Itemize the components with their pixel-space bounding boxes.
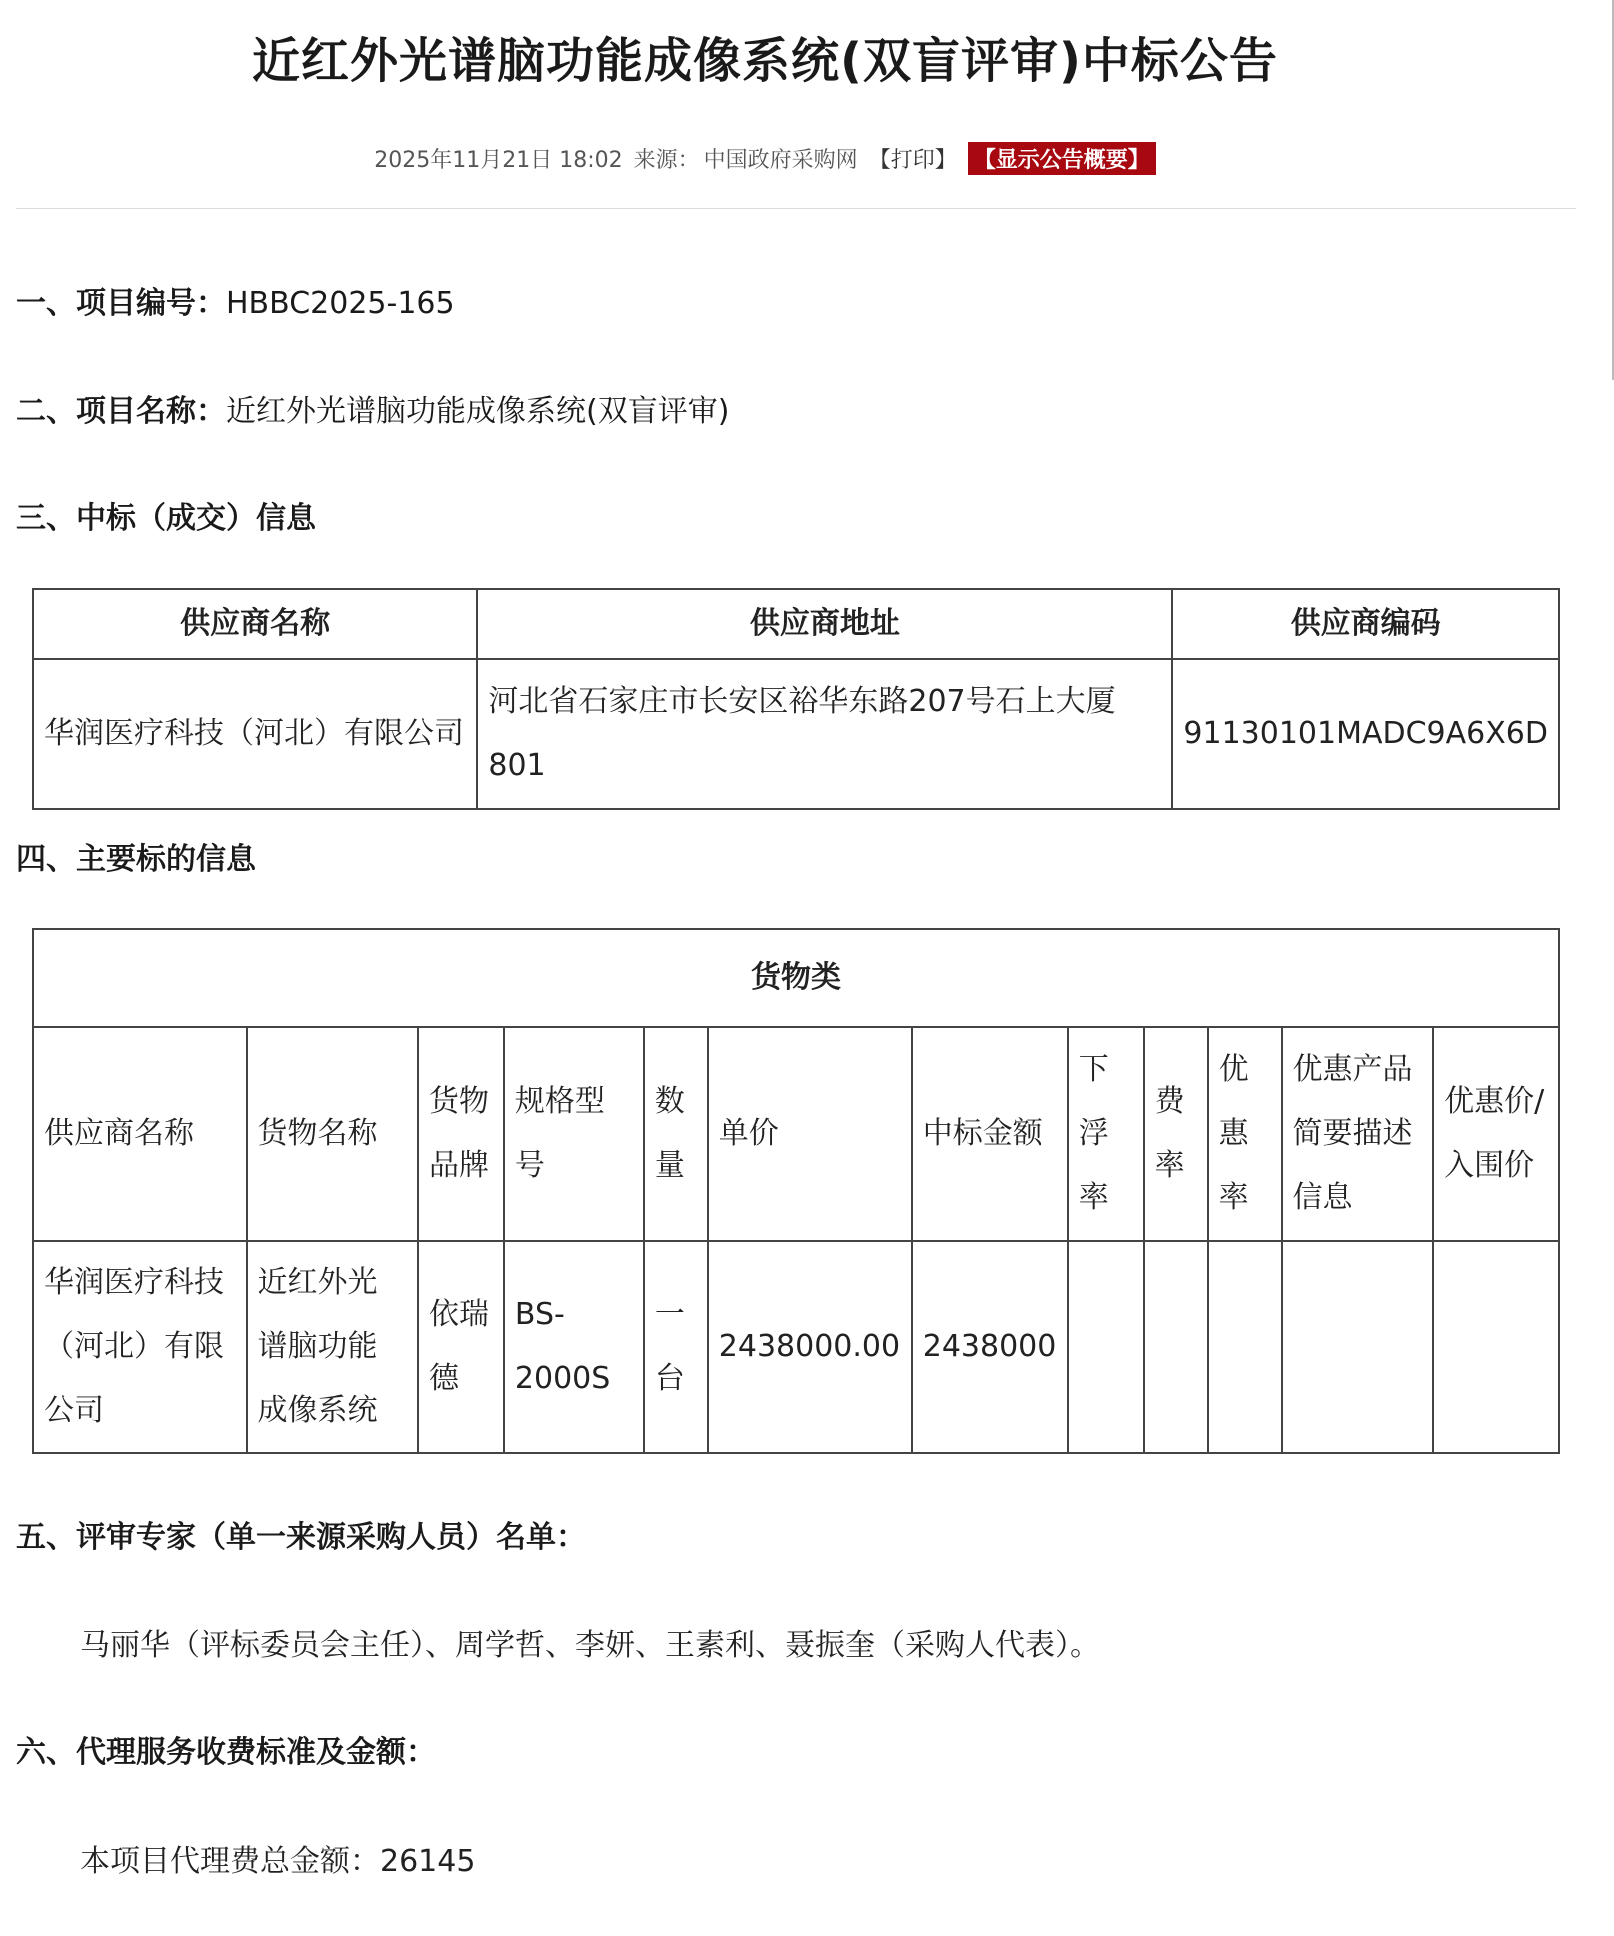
column-header: 单价: [708, 1027, 912, 1241]
section-heading: 六、代理服务收费标准及金额：: [16, 1735, 436, 1770]
goods-brand: 依瑞德: [418, 1241, 504, 1453]
print-button[interactable]: 【打印】: [868, 148, 957, 173]
divider: [16, 208, 1576, 209]
award-amount: 2438000: [912, 1241, 1068, 1453]
section-experts: [16, 1512, 586, 1556]
agency-fee-amount: 本项目代理费总金额：26145: [80, 1844, 476, 1879]
fee-rate: [1144, 1241, 1208, 1453]
preferential-description: [1282, 1241, 1434, 1453]
supplier-address: 河北省石家庄市长安区裕华东路207号石上大厦801: [477, 659, 1172, 809]
column-header: 优惠产品简要描述信息: [1282, 1027, 1434, 1241]
column-header: 下浮率: [1068, 1027, 1144, 1241]
section-heading: 四、主要标的信息: [16, 842, 256, 877]
quantity: 一台: [644, 1241, 708, 1453]
column-header: 数量: [644, 1027, 708, 1241]
page-title: 近红外光谱脑功能成像系统(双盲评审)中标公告: [252, 33, 1278, 89]
column-header: 优惠价/入围价: [1433, 1027, 1559, 1241]
publish-datetime: 2025年11月21日 18:02: [374, 148, 623, 173]
winner-table: [32, 588, 1560, 810]
column-header: 供应商名称: [33, 1027, 247, 1241]
spec-model: BS-2000S: [504, 1241, 644, 1453]
preferential-rate: [1208, 1241, 1282, 1453]
column-header: 优惠率: [1208, 1027, 1282, 1241]
unit-price: 2438000.00: [708, 1241, 912, 1453]
section-heading: 五、评审专家（单一来源采购人员）名单：: [16, 1520, 586, 1555]
section-project-name: [16, 386, 729, 430]
meta-line: [0, 142, 1530, 175]
column-header: 供应商名称: [33, 589, 477, 659]
group-header-row: [33, 929, 1559, 1027]
supplier-code: 91130101MADC9A6X6D: [1172, 659, 1559, 809]
table-header-row: [33, 589, 1559, 659]
goods-table: [32, 928, 1560, 1454]
supplier-name: 华润医疗科技（河北）有限公司: [33, 659, 477, 809]
expert-list: 马丽华（评标委员会主任）、周学哲、李妍、王素利、聂振奎（采购人代表）。: [80, 1628, 1100, 1663]
section-heading: 二、项目名称：: [16, 394, 226, 429]
show-summary-button[interactable]: 【显示公告概要】: [968, 142, 1156, 175]
table-row: [33, 1241, 1559, 1453]
goods-name: 近红外光谱脑功能成像系统: [247, 1241, 419, 1453]
source-name: 中国政府采购网: [703, 148, 858, 173]
project-number: HBBC2025-165: [226, 286, 455, 321]
supplier-name: 华润医疗科技（河北）有限公司: [33, 1241, 247, 1453]
section-goods-info: [16, 834, 256, 878]
section-project-number: [16, 278, 455, 322]
section-agency-fee: [16, 1727, 436, 1771]
section-winner-info: [16, 493, 316, 537]
source-label: 来源：: [633, 148, 700, 173]
group-label: 货物类: [33, 929, 1559, 1027]
column-header: 费率: [1144, 1027, 1208, 1241]
section-heading: 三、中标（成交）信息: [16, 501, 316, 536]
column-header: 货物品牌: [418, 1027, 504, 1241]
column-header: 供应商地址: [477, 589, 1172, 659]
column-header: 中标金额: [912, 1027, 1068, 1241]
project-name: 近红外光谱脑功能成像系统(双盲评审): [226, 394, 730, 429]
column-header: 规格型号: [504, 1027, 644, 1241]
section-heading: 一、项目编号：: [16, 286, 226, 321]
table-row: [33, 659, 1559, 809]
column-header: 供应商编码: [1172, 589, 1559, 659]
discount-rate: [1068, 1241, 1144, 1453]
preferential-price: [1433, 1241, 1559, 1453]
table-header-row: [33, 1027, 1559, 1241]
column-header: 货物名称: [247, 1027, 419, 1241]
